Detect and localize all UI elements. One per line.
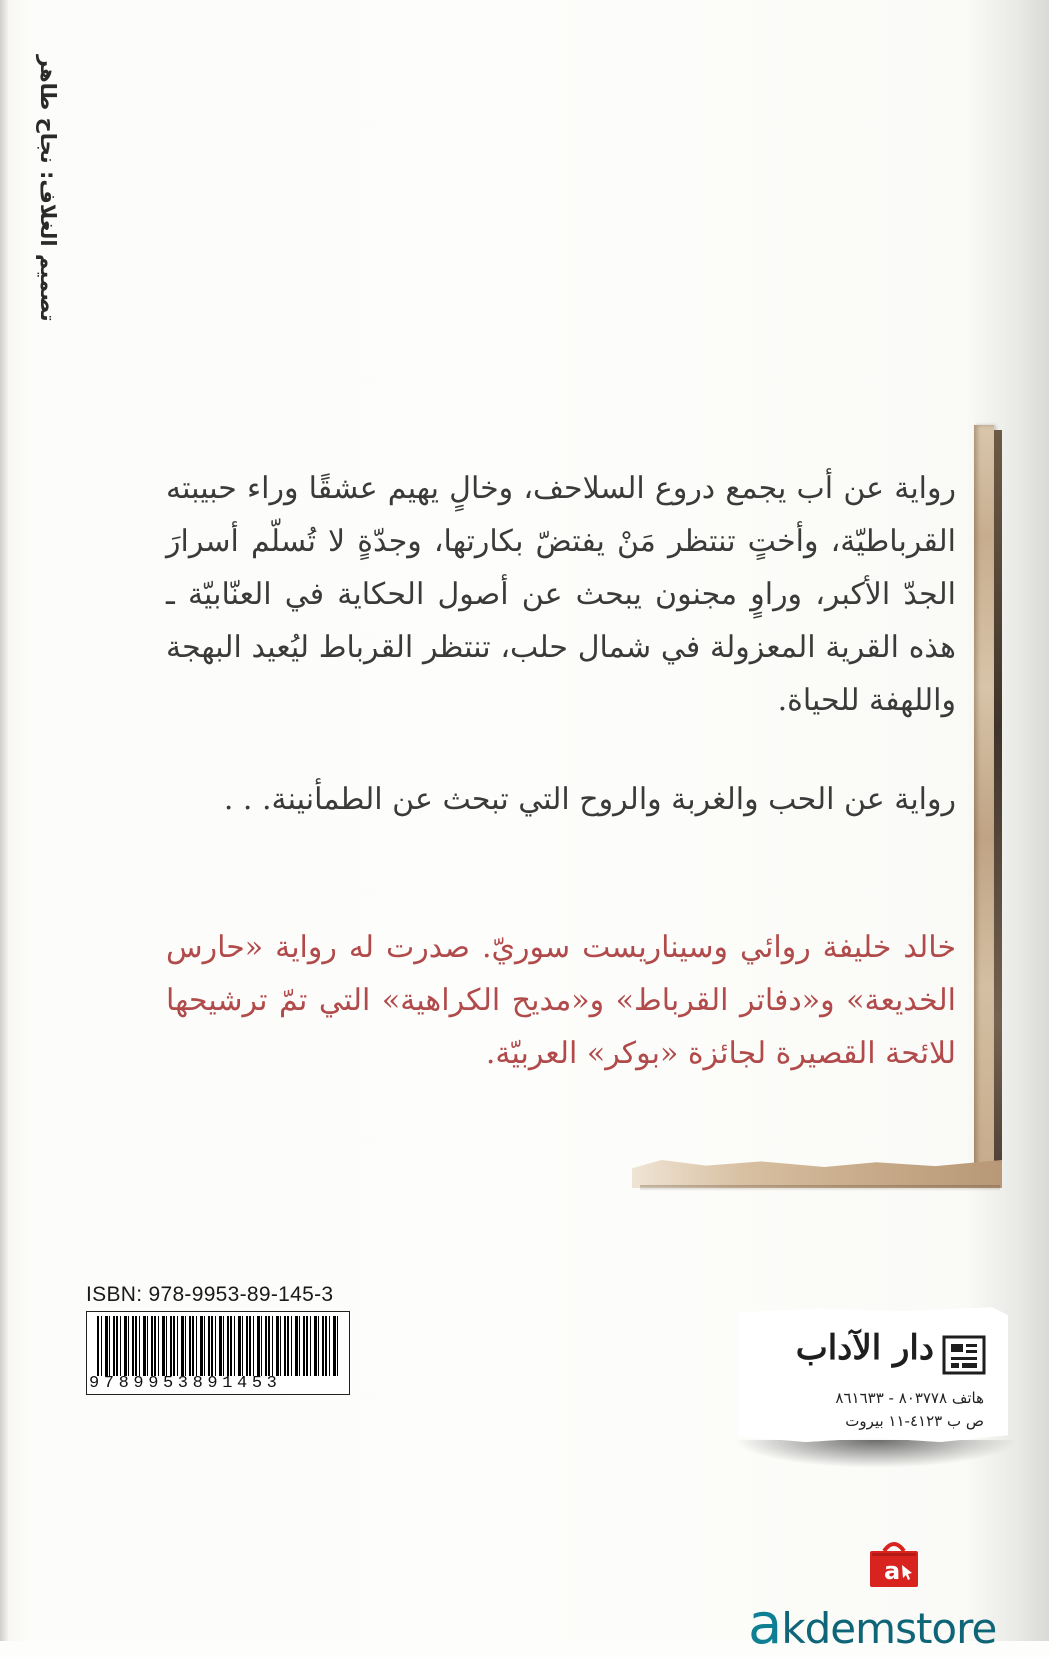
publisher-card-shadow xyxy=(734,1440,1018,1468)
publisher-logo-icon xyxy=(942,1335,986,1375)
cover-design-credit: تصميم الغلاف: نجاح طاهر xyxy=(36,55,60,322)
store-name-rest: kdemstore xyxy=(781,1604,997,1653)
barcode-bars xyxy=(97,1316,339,1376)
blurb-paragraph-2: رواية عن الحب والغربة والروح التي تبحث عن الطمأنينة. . . xyxy=(223,782,956,817)
publisher-phone: هاتف ٨٠٣٧٧٨ - ٨٦١٦٣٣ xyxy=(835,1389,984,1407)
torn-paper-shadow xyxy=(640,1185,1000,1191)
barcode-digits: 9789953891453 xyxy=(89,1374,282,1393)
blurb-paragraph-1: رواية عن أب يجمع دروع السلاحف، وخالٍ يهيم عشقًا وراء حبيبته القرباطيّة، وأختٍ تنتظر مَنْ يفتضّ بكارتها، وجدّةٍ لا تُسلّم أسرارَ الجدّ الأكبر، وراوٍ مجنون يبحث عن أصول الحكاية في العنّابيّة ـ هذه القرية المعزولة في شمال حلب، تنتظر القرباط ليُعيد البهجة واللهفة للحياة. xyxy=(166,471,956,718)
store-watermark xyxy=(748,1592,1048,1657)
store-name-lead: a xyxy=(748,1592,782,1657)
svg-text:a: a xyxy=(884,1557,901,1585)
store-bag-icon xyxy=(864,1537,924,1589)
publisher-name: دار الآداب xyxy=(795,1328,934,1368)
torn-paper-edge xyxy=(994,430,1002,1170)
cover-credit-wrapper xyxy=(20,55,60,345)
barcode xyxy=(86,1311,350,1395)
publisher-po-box: ص ب ٤١٢٣-١١ بيروت xyxy=(845,1412,984,1430)
torn-paper-strip xyxy=(974,425,994,1175)
isbn-label: ISBN: 978-9953-89-145-3 xyxy=(86,1283,334,1306)
author-bio: خالد خليفة روائي وسيناريست سوريّ. صدرت له رواية «حارس الخديعة» و«دفاتر القرباط» و«مديح الكراهية» التي تمّ ترشيحها للائحة القصيرة لجائزة «بوكر» العربيّة. xyxy=(166,930,956,1071)
cover-spine-edge xyxy=(0,0,8,1641)
